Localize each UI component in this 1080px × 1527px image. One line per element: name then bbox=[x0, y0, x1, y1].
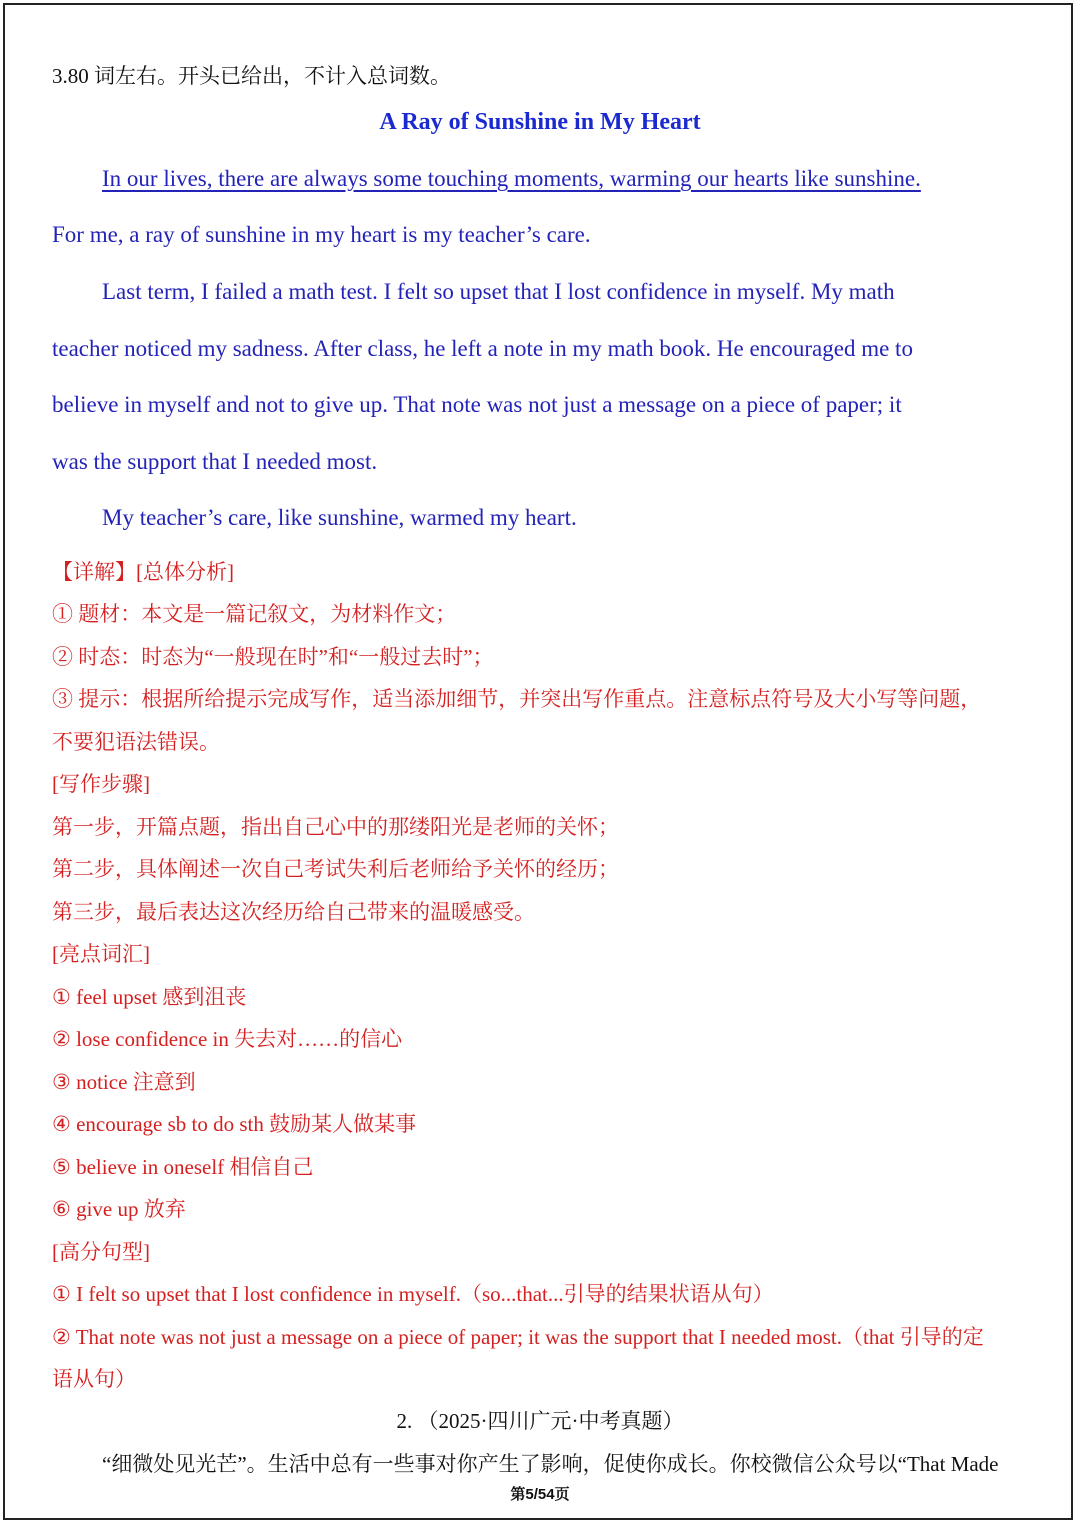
sentence-item: ① I felt so upset that I lost confidence in myself.（so...that...引导的结果状语从句） bbox=[52, 1282, 774, 1306]
analysis-item: 不要犯语法错误。 bbox=[52, 730, 220, 754]
vocab-heading: [亮点词汇] bbox=[52, 942, 150, 966]
essay-title: A Ray of Sunshine in My Heart bbox=[379, 109, 701, 135]
analysis-heading: 【详解】[总体分析] bbox=[52, 560, 234, 584]
essay-line-5: believe in myself and not to give up. That note was not just a message on a piece of paper; it bbox=[52, 392, 902, 417]
next-question-heading: 2. （2025·四川广元·中考真题） bbox=[396, 1409, 684, 1433]
steps-heading: [写作步骤] bbox=[52, 772, 150, 796]
intro-text: 3.80 词左右。开头已给出，不计入总词数。 bbox=[52, 64, 451, 88]
essay-line-6: was the support that I needed most. bbox=[52, 449, 378, 474]
essay-line-7: My teacher’s care, like sunshine, warmed my heart. bbox=[102, 505, 577, 530]
analysis-item: ③ 提示：根据所给提示完成写作，适当添加细节，并突出写作重点。注意标点符号及大小写等问题， bbox=[52, 687, 982, 711]
essay-line-2: For me, a ray of sunshine in my heart is my teacher’s care. bbox=[52, 222, 591, 247]
essay-line-4: teacher noticed my sadness. After class, he left a note in my math book. He encouraged me to bbox=[52, 336, 913, 361]
vocab-item: ④ encourage sb to do sth 鼓励某人做某事 bbox=[52, 1112, 417, 1136]
page-number: 第5/54页 bbox=[510, 1486, 570, 1503]
vocab-item: ⑥ give up 放弃 bbox=[52, 1197, 186, 1221]
essay-line-1: In our lives, there are always some touching moments, warming our hearts like sunshine. bbox=[102, 166, 921, 191]
sentence-item: 语从句） bbox=[52, 1367, 136, 1391]
step-item: 第二步，具体阐述一次自己考试失利后老师给予关怀的经历； bbox=[52, 857, 619, 881]
sentence-item: ② That note was not just a message on a piece of paper; it was the support that I needed most.（that 引导的定 bbox=[52, 1325, 984, 1349]
vocab-item: ① feel upset 感到沮丧 bbox=[52, 985, 247, 1009]
analysis-item: ① 题材：本文是一篇记叙文，为材料作文； bbox=[52, 602, 457, 626]
essay-line-3: Last term, I failed a math test. I felt so upset that I lost confidence in myself. My math bbox=[102, 279, 895, 304]
sentences-heading: [高分句型] bbox=[52, 1240, 150, 1264]
step-item: 第一步，开篇点题，指出自己心中的那缕阳光是老师的关怀； bbox=[52, 815, 619, 839]
vocab-item: ⑤ believe in oneself 相信自己 bbox=[52, 1155, 314, 1179]
analysis-item: ② 时态：时态为“一般现在时”和“一般过去时”； bbox=[52, 645, 494, 669]
vocab-item: ③ notice 注意到 bbox=[52, 1070, 196, 1094]
vocab-item: ② lose confidence in 失去对……的信心 bbox=[52, 1027, 403, 1051]
step-item: 第三步，最后表达这次经历给自己带来的温暖感受。 bbox=[52, 900, 535, 924]
next-question-text: “细微处见光芒”。生活中总有一些事对你产生了影响，促使你成长。你校微信公众号以“That Made bbox=[102, 1452, 999, 1476]
